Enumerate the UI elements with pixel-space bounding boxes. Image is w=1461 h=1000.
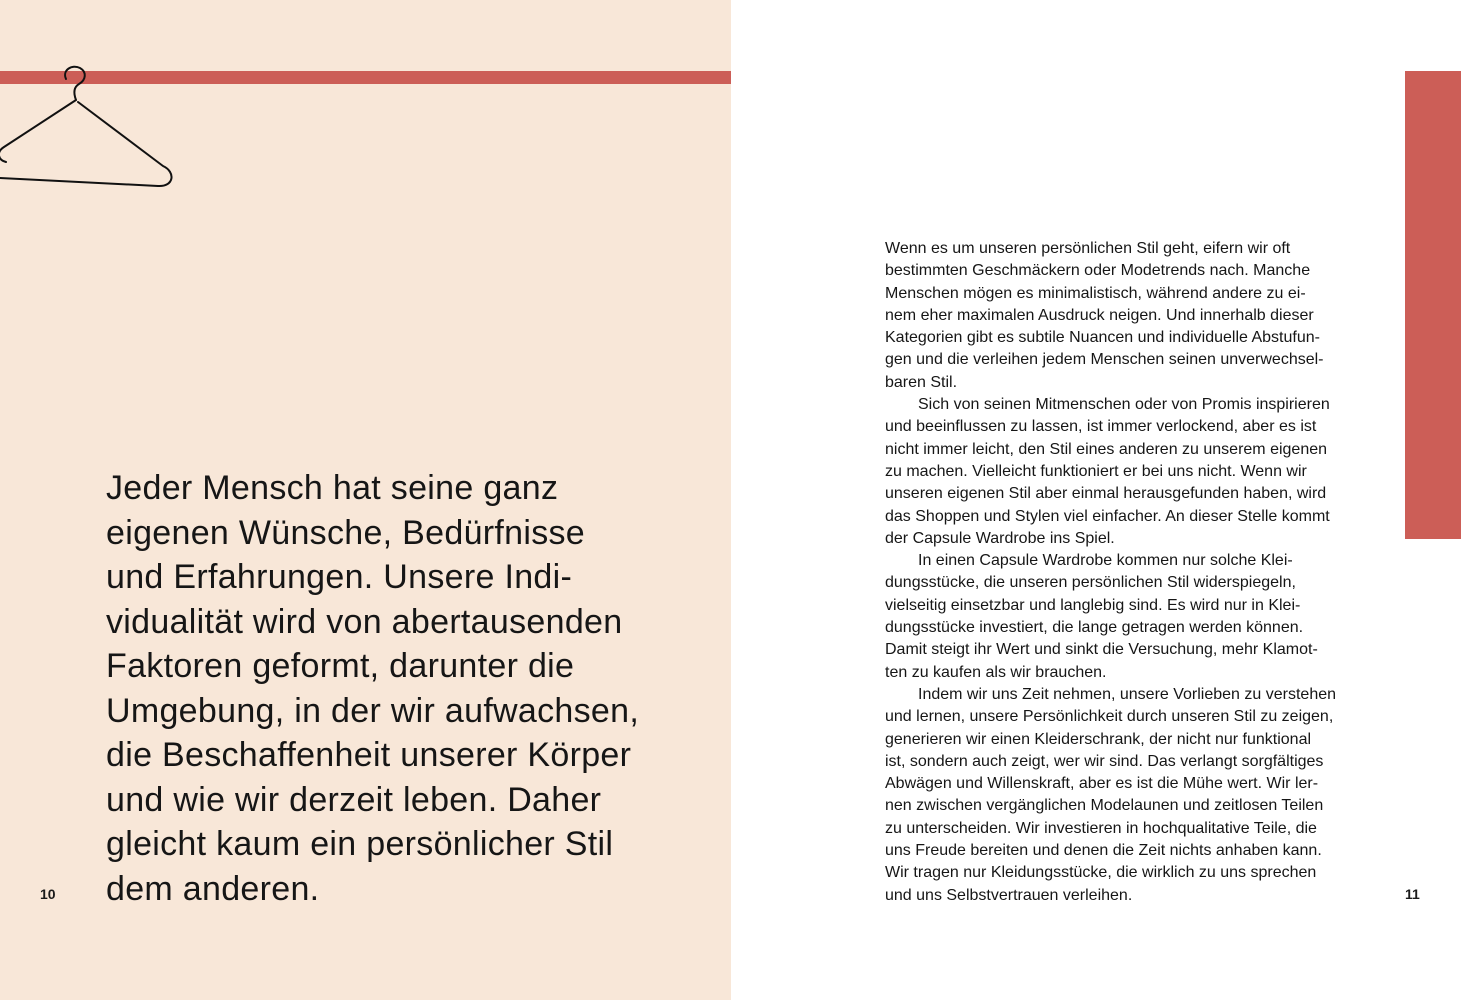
body-line: und uns Selbstvertrauen verleihen. (885, 886, 1133, 904)
body-line: bestimmten Geschmäckern oder Modetrends nach. Manche (885, 262, 1311, 280)
body-line: Menschen mögen es minimalistisch, während andere zu ei- (885, 284, 1306, 302)
pull-quote-line: Jeder Mensch hat seine ganz (106, 469, 559, 507)
body-line: Kategorien gibt es subtile Nuancen und individuelle Abstufun- (885, 329, 1320, 347)
accent-bar (1405, 71, 1461, 539)
pull-quote-line: vidualität wird von abertausenden (106, 602, 623, 641)
body-line: zu machen. Vielleicht funktioniert er bei uns nicht. Wenn wir (885, 462, 1307, 480)
page-number-left: 10 (40, 886, 56, 902)
body-line: der Capsule Wardrobe ins Spiel. (885, 529, 1115, 547)
body-line: ist, sondern auch zeigt, wer wir sind. Das verlangt sorgfältiges (885, 752, 1324, 770)
pull-quote-line: und wie wir derzeit leben. Daher (106, 780, 602, 819)
body-line: gen und die verleihen jedem Menschen seinen unverwechsel- (885, 351, 1324, 369)
body-line: dungsstücke, die unseren persönlichen Stil widerspiegeln, (885, 574, 1296, 592)
pull-quote-line: Faktoren geformt, darunter die (106, 647, 575, 685)
body-line: Damit steigt ihr Wert und sinkt die Versuchung, mehr Klamot- (885, 641, 1318, 659)
clothes-hanger-icon (0, 60, 180, 195)
body-line: nem eher maximalen Ausdruck neigen. Und innerhalb dieser (885, 306, 1314, 324)
pull-quote-line: dem anderen. (106, 869, 320, 908)
pull-quote-line: Umgebung, in der wir aufwachsen, (106, 691, 640, 730)
body-line: ten zu kaufen als wir brauchen. (885, 663, 1107, 681)
body-line: In einen Capsule Wardrobe kommen nur solche Klei- (918, 552, 1293, 570)
body-line: und beeinflussen zu lassen, ist immer verlockend, aber es ist (885, 418, 1317, 436)
pull-quote-line: und Erfahrungen. Unsere Indi- (106, 558, 573, 596)
body-line: baren Stil. (885, 373, 958, 391)
body-line: Indem wir uns Zeit nehmen, unsere Vorlieben zu verstehen (918, 685, 1337, 703)
page-number-right: 11 (1405, 886, 1420, 902)
pull-quote-line: eigenen Wünsche, Bedürfnisse (106, 513, 586, 552)
body-line: nicht immer leicht, den Stil eines anderen zu unserem eigenen (885, 440, 1328, 458)
body-line: und lernen, unsere Persönlichkeit durch unseren Stil zu zeigen, (885, 708, 1334, 726)
body-line: zu unterscheiden. Wir investieren in hochqualitative Teile, die (885, 819, 1317, 837)
body-line: uns Freude bereiten und denen die Zeit nichts anhaben kann. (885, 842, 1322, 860)
body-line: dungsstücke investiert, die lange getragen werden können. (885, 619, 1304, 637)
pull-quote (106, 466, 706, 911)
pull-quote-line: gleicht kaum ein persönlicher Stil (106, 825, 614, 863)
body-line: Wir tragen nur Kleidungsstücke, die wirklich zu uns sprechen (885, 864, 1317, 882)
body-line: nen zwischen vergänglichen Modelaunen und zeitlosen Teilen (885, 797, 1324, 815)
body-line: Sich von seinen Mitmenschen oder von Promis inspirieren (918, 396, 1330, 414)
body-line: Wenn es um unseren persönlichen Stil geht, eifern wir oft (885, 240, 1291, 257)
body-text (885, 238, 1385, 907)
body-line: vielseitig einsetzbar und langlebig sind. Es wird nur in Klei- (885, 596, 1301, 614)
body-line: Abwägen und Willenskraft, aber es ist die Mühe wert. Wir ler- (885, 775, 1319, 793)
body-line: generieren wir einen Kleiderschrank, der nicht nur funktional (885, 730, 1312, 748)
pull-quote-line: die Beschaffenheit unserer Körper (106, 736, 632, 774)
body-line: unseren eigenen Stil aber einmal herausgefunden haben, wird (885, 485, 1327, 503)
body-line: das Shoppen und Stylen viel einfacher. An dieser Stelle kommt (885, 507, 1330, 525)
